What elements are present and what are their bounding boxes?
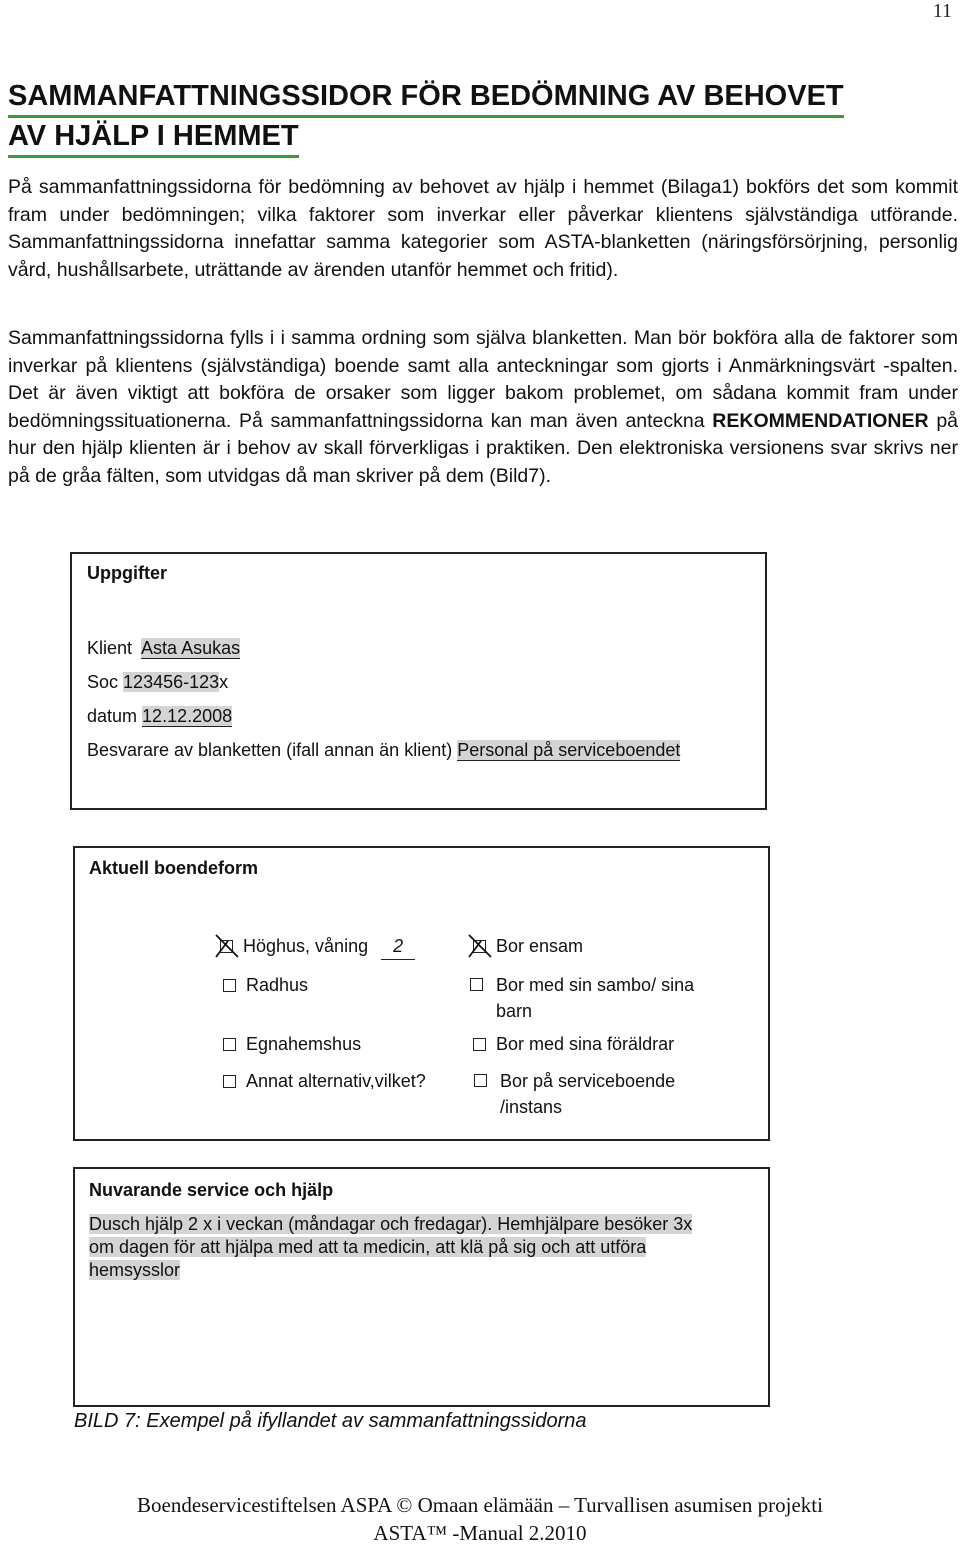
option-with-parents-label: Bor med sina föräldrar (496, 1034, 675, 1054)
soc-row (87, 672, 228, 693)
housing-box (73, 846, 770, 1141)
client-field[interactable]: Asta Asukas (141, 638, 241, 658)
option-lives-alone[interactable] (473, 933, 583, 959)
option-with-partner[interactable] (470, 972, 730, 1024)
checkbox-icon[interactable] (474, 1074, 487, 1087)
option-highrise[interactable] (220, 933, 415, 960)
services-line-2: om dagen för att hjälpa med att ta medicin, att klä på sig och att utföra (89, 1237, 647, 1257)
services-line-1: Dusch hjälp 2 x i veckan (måndagar och fredagar). Hemhjälpare besöker 3x (89, 1214, 693, 1234)
respondent-row (87, 740, 680, 761)
checkbox-icon[interactable] (473, 1038, 486, 1051)
option-terraced[interactable] (223, 972, 308, 998)
footer-line-2: ASTA™ -Manual 2.2010 (373, 1521, 587, 1545)
intro-paragraph (8, 174, 958, 284)
paragraph-1: På sammanfattningssidorna för bedömning av behovet av hjälp i hemmet (Bilaga1) bokförs det som kommit fram under bedömningen; vilka faktorer som inverkar eller påverkar klientens självständiga utförande. Sammanfattningssidorna innefattar samma kategorier som ASTA-blanketten (näringsförsörjning, personlig vård, hushållsarbete, uträttande av ärenden utanför hemmet och fritid). (8, 176, 958, 281)
recommendations-keyword: REKOMMENDATIONER (712, 409, 929, 432)
paragraph-2-part-b: på hur den hjälp klienten är i behov av skall förverkligas i praktiken. Den elektroniska versionens svar skrivs ner på de gråa fälten, som utvidgas då man skriver på dem (Bild7). (8, 409, 959, 487)
services-line-3: hemsysslor (89, 1260, 181, 1280)
page-title (8, 78, 938, 158)
housing-heading: Aktuell boendeform (89, 858, 259, 878)
soc-label: Soc (87, 672, 119, 692)
services-heading: Nuvarande service och hjälp (89, 1180, 334, 1200)
option-lives-alone-label: Bor ensam (496, 936, 584, 956)
figure-caption: BILD 7: Exempel på ifyllandet av sammanfattningssidorna (74, 1410, 587, 1432)
floor-field[interactable]: 2 (381, 933, 415, 960)
option-terraced-label: Radhus (246, 975, 309, 995)
title-line-2: AV HJÄLP I HEMMET (8, 118, 299, 158)
option-detached[interactable] (223, 1031, 361, 1057)
footer-line-1: Boendeservicestiftelsen ASPA © Omaan elämään – Turvallisen asumisen projekti (137, 1493, 823, 1517)
option-service-housing-label: Bor på serviceboende /instans (500, 1071, 676, 1117)
option-with-parents[interactable] (473, 1031, 674, 1057)
title-line-1: SAMMANFATTNINGSSIDOR FÖR BEDÖMNING AV BEHOVET (8, 78, 844, 118)
option-service-housing[interactable] (474, 1068, 724, 1120)
checkbox-icon[interactable] (470, 978, 483, 991)
date-field[interactable]: 12.12.2008 (142, 706, 233, 726)
respondent-field[interactable]: Personal på serviceboendet (457, 740, 681, 760)
paragraph-2-part-a: Sammanfattningssidorna fylls i i samma ordning som själva blanketten. Man bör bokföra alla de faktorer som inverkar på klientens (självständiga) boende samt alla anteckningar som gjorts i Anmärkningsvärt -spalten. Det är även viktigt att bokföra de orsaker som ligger bakom problemet, om sådana kommit fram under bedömningssituationerna. På sammanfattningssidorna kan man även anteckna (8, 327, 958, 432)
soc-field[interactable]: 123456-123 (123, 672, 220, 692)
checkbox-icon[interactable] (223, 1075, 236, 1088)
services-box (73, 1167, 770, 1407)
option-other-label: Annat alternativ,vilket? (246, 1071, 426, 1091)
respondent-label: Besvarare av blanketten (ifall annan än klient) (87, 740, 453, 760)
services-field[interactable] (89, 1213, 692, 1282)
details-heading: Uppgifter (87, 563, 167, 583)
option-other[interactable] (223, 1068, 426, 1094)
details-box (70, 552, 767, 810)
date-row (87, 706, 232, 727)
page-number: 11 (932, 0, 952, 22)
checked-checkbox-icon[interactable] (220, 940, 233, 953)
client-label: Klient (87, 638, 133, 658)
soc-suffix: x (219, 672, 229, 692)
date-label: datum (87, 706, 138, 726)
option-highrise-label: Höghus, våning (243, 936, 369, 956)
checked-checkbox-icon[interactable] (473, 940, 486, 953)
paragraph-2 (8, 325, 958, 490)
checkbox-icon[interactable] (223, 1038, 236, 1051)
instructions-paragraph (8, 325, 958, 490)
checkbox-icon[interactable] (223, 979, 236, 992)
option-with-partner-label: Bor med sin sambo/ sina barn (496, 975, 695, 1021)
option-detached-label: Egnahemshus (246, 1034, 362, 1054)
client-row (87, 638, 240, 659)
